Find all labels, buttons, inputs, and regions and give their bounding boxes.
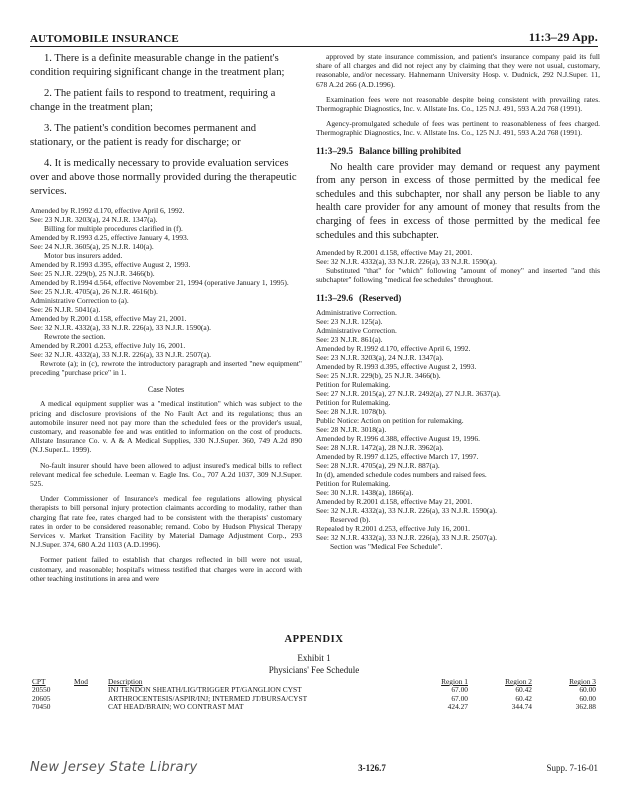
history-note: Petition for Rulemaking. — [316, 397, 391, 407]
history-note: See: 32 N.J.R. 4332(a), 33 N.J.R. 226(a), 33 N.J.R. 2507(a). — [316, 532, 498, 542]
case-notes-continued — [316, 52, 600, 138]
history-note: See: 25 N.J.R. 4705(a), 26 N.J.R. 4616(b). — [30, 287, 158, 296]
history-note: See: 28 N.J.R. 1078(b). — [316, 406, 387, 416]
table-cell: 20605 — [32, 693, 51, 703]
criteria-item: 4. It is medically necessary to provide evaluation services over and above those normally provided during the therapeutic services. — [30, 158, 297, 197]
history-note: Public Notice: Action on petition for rulemaking. — [316, 415, 464, 425]
table-cell: ARTHROCENTESIS/ASPIR/INJ; INTERMED JT/BURSA/CYST — [108, 693, 308, 703]
table-cell: 424.27 — [447, 702, 468, 712]
criteria-list — [30, 52, 302, 199]
criteria-item: 1. There is a definite measurable change in the patient's condition requiring significant change in the treatment plan; — [30, 53, 285, 78]
table-cell: 60.42 — [515, 685, 532, 695]
case-note: No-fault insurer should have been allowed to adjust insured's medical bills to reflect relevant medical fee schedule. Leeman v. Eagle Ins. Co., 707 A.2d 1037, 309 N.J.Super. 525. — [30, 460, 302, 489]
case-note: Former patient failed to establish that charges reflected in bill were not usual, customary, and reasonable; hospital's witness testified that charges were in accord with other teaching institutions in area and were — [30, 555, 302, 583]
history-note: See: 25 N.J.R. 229(b), 25 N.J.R. 3466(b). — [316, 370, 441, 380]
running-header — [30, 30, 598, 47]
column-header: Region 2 — [505, 677, 532, 686]
history-note: See: 24 N.J.R. 3605(a), 25 N.J.R. 140(a). — [30, 242, 154, 251]
case-note: Examination fees were not reasonable despite being consistent with prevailing rates. Thermographic Diagnostics, Inc. v. Allstate Ins. Co., 125 N.J. 491, 593 A.2d 768 (1991). — [316, 94, 600, 114]
history-note: See: 32 N.J.R. 4332(a), 33 N.J.R. 226(a), 33 N.J.R. 2507(a). — [30, 350, 212, 359]
fee-schedule-table — [30, 678, 598, 712]
page-number: 3-126.7 — [358, 762, 386, 773]
history-note: See: 32 N.J.R. 4332(a), 33 N.J.R. 226(a), 33 N.J.R. 1590(a). — [30, 323, 212, 332]
criteria-item: 3. The patient's condition becomes permanent and stationary, or the patient is ready for discharge; or — [30, 123, 257, 148]
appendix-title: APPENDIX — [284, 634, 344, 645]
left-column — [30, 52, 302, 589]
history-note: See: 23 N.J.R. 3203(a), 24 N.J.R. 1347(a). — [30, 215, 158, 224]
history-note: Amended by R.2001 d.158, effective May 21, 2001. — [316, 496, 473, 506]
table-row — [30, 703, 598, 711]
history-note: See: 32 N.J.R. 4332(a), 33 N.J.R. 226(a), 33 N.J.R. 1590(a). — [316, 257, 498, 267]
section-heading-29-5 — [316, 146, 600, 156]
library-stamp: New Jersey State Library — [30, 760, 198, 775]
history-note: In (d), amended schedule codes numbers and raised fees. — [316, 469, 487, 479]
history-note: See: 23 N.J.R. 861(a). — [316, 334, 383, 344]
table-cell: INJ TENDON SHEATH/LIG/TRIGGER PT/GANGLION CYST — [108, 685, 302, 695]
history-note: Administrative Correction to (a). — [30, 296, 129, 305]
appendix-heading-block — [30, 634, 598, 679]
case-notes-heading: Case Notes — [147, 385, 185, 395]
history-note: See: 27 N.J.R. 2015(a), 27 N.J.R. 2492(a), 27 N.J.R. 3637(a). — [316, 388, 501, 398]
table-cell: 20550 — [32, 685, 51, 695]
history-note: See: 32 N.J.R. 4332(a), 33 N.J.R. 226(a), 33 N.J.R. 1590(a). — [316, 505, 498, 515]
section-number: 11:3–29.5 — [316, 145, 354, 156]
history-note: See: 28 N.J.R. 4705(a), 29 N.J.R. 887(a). — [316, 460, 440, 470]
header-section-number: 11:3–29 App. — [528, 30, 598, 44]
header-title: AUTOMOBILE INSURANCE — [30, 33, 179, 45]
history-note: Amended by R.2001 d.158, effective May 21, 2001. — [316, 248, 473, 258]
history-note: Amended by R.1997 d.125, effective March 17, 1997. — [316, 451, 479, 461]
history-note: Amended by R.1992 d.170, effective April 6, 1992. — [316, 343, 471, 353]
history-note: Section was "Medical Fee Schedule". — [330, 541, 443, 551]
table-cell: 60.00 — [579, 693, 596, 703]
schedule-title: Physicians' Fee Schedule — [268, 665, 360, 675]
section-29-5-history — [316, 248, 600, 284]
column-header: Description — [108, 677, 143, 686]
table-cell: 362.88 — [575, 702, 596, 712]
column-header: Region 1 — [441, 677, 468, 686]
table-cell: 344.74 — [511, 702, 532, 712]
right-column — [316, 52, 600, 551]
table-cell: 70450 — [32, 702, 51, 712]
supplement-date: Supp. 7-16-01 — [546, 762, 598, 773]
history-note: Amended by R.1996 d.388, effective August 19, 1996. — [316, 433, 481, 443]
criteria-item: 2. The patient fails to respond to treatment, requiring a change in the treatment plan; — [30, 88, 276, 113]
table-cell: 60.42 — [515, 693, 532, 703]
table-cell: 67.00 — [451, 685, 468, 695]
section-title: (Reserved) — [359, 292, 402, 303]
table-cell: CAT HEAD/BRAIN; WO CONTRAST MAT — [108, 702, 244, 712]
history-note: See: 30 N.J.R. 1438(a), 1866(a). — [316, 487, 414, 497]
table-cell: 60.00 — [579, 685, 596, 695]
section-29-6-history — [316, 308, 600, 551]
section-title: Balance billing prohibited — [359, 145, 461, 156]
history-note: Substituted "that" for "which" following "amount of money" and inserted "and this subchapter" following "medical fee schedules" throughout. — [316, 266, 600, 285]
column-header: Region 3 — [569, 677, 596, 686]
history-note: Amended by R.1993 d.395, effective August 2, 1993. — [30, 260, 191, 269]
case-note: Agency-promulgated schedule of fees was pertinent to reasonableness of fees charged. Thermographic Diagnostics, Inc. v. Allstate Ins. Co., 125 N.J. 491, 593 A.2d 768 (1991). — [316, 119, 600, 138]
table-cell: 67.00 — [451, 693, 468, 703]
history-note: See: 28 N.J.R. 1472(a), 28 N.J.R. 3962(a). — [316, 442, 444, 452]
section-heading-29-6 — [316, 293, 600, 303]
table-cell — [72, 703, 106, 711]
history-note: Motor bus insurers added. — [44, 251, 123, 260]
history-note: See: 23 N.J.R. 3203(a), 24 N.J.R. 1347(a). — [316, 352, 444, 362]
column-header: Mod — [74, 677, 88, 686]
history-note: See: 25 N.J.R. 229(b), 25 N.J.R. 3466(b). — [30, 269, 155, 278]
history-note: Petition for Rulemaking. — [316, 478, 391, 488]
case-note: A medical equipment supplier was a "medical institution" which was subject to the pricing and disclosure provisions of the No Fault Act and its regulations; thus an automobile insurer need not pay more than the scheduled fees or the provider's usual, customary, and reasonable fee and was entitled to information on the cost of products. Allstate Insurance Co. v. A & A Medical Supplies, 330 N.J.Super. 360, 749 A.2d 890 (N.J.Super.L. 1999). — [30, 399, 302, 455]
table-cell — [72, 695, 106, 703]
history-note: Amended by R.1993 d.395, effective August 2, 1993. — [316, 361, 477, 371]
history-note: Repealed by R.2001 d.253, effective July 16, 2001. — [316, 523, 470, 533]
case-note: approved by state insurance commission, and patient's insurance company paid its full share of all charges and did not reject any by claiming that they were not usual, customary, reasonable, and/or necessary. Hahnemann University Hosp. v. Dudnick, 292 N.J.Super. 11, 678 A.2d 266 (A.D.1996). — [316, 52, 600, 89]
page-footer — [30, 760, 598, 775]
section-body: No health care provider may demand or request any payment from any person in excess of those permitted by the medical fee schedules and this subchapter, nor shall any person be liable to any health care provider for any amount of money that results from the charging of fees in excess of those permitted by the medical fee schedules and this subchapter. — [316, 161, 600, 241]
history-note: See: 23 N.J.R. 125(a). — [316, 316, 383, 326]
exhibit-label: Exhibit 1 — [297, 653, 331, 663]
column-header: CPT — [32, 677, 46, 686]
history-note: Amended by R.2001 d.253, effective July 16, 2001. — [30, 341, 186, 350]
history-note: Administrative Correction. — [316, 307, 397, 317]
history-note: Administrative Correction. — [316, 325, 397, 335]
history-note: Petition for Rulemaking. — [316, 379, 391, 389]
case-note: Under Commissioner of Insurance's medical fee regulations allowing physical therapists to bill personal injury protection claimants according to modality, rather than charging flat rate fee, rates charged had to be consistent with the therapists' customary rates in order to be considered reasonable; remand. Cobo by Hudson Physical Therapy Services v. Market Transition Facility by Material Damage Adjustment Corp., 293 N.J.Super. 374, 680 A.2d 1103 (A.D.1996). — [30, 494, 302, 550]
history-note: See: 28 N.J.R. 3018(a). — [316, 424, 387, 434]
history-note: Billing for multiple procedures clarified in (f). — [44, 224, 183, 233]
history-note: Amended by R.2001 d.158, effective May 21, 2001. — [30, 314, 187, 323]
source-history — [30, 206, 302, 377]
history-note: Rewrote the section. — [44, 332, 106, 341]
history-note: See: 26 N.J.R. 5041(a). — [30, 305, 101, 314]
section-number: 11:3–29.6 — [316, 292, 354, 303]
table-cell — [72, 686, 106, 694]
history-note: Amended by R.1994 d.564, effective November 21, 1994 (operative January 1, 1995). — [30, 278, 289, 287]
case-notes-list — [30, 399, 302, 583]
history-note: Amended by R.1992 d.170, effective April 6, 1992. — [30, 206, 185, 215]
history-note: Reserved (b). — [330, 514, 371, 524]
history-note: Rewrote (a); in (c), rewrote the introductory paragraph and inserted "new equipment" preceding "purchase price" in 1. — [30, 359, 302, 378]
history-note: Amended by R.1993 d.25, effective January 4, 1993. — [30, 233, 189, 242]
